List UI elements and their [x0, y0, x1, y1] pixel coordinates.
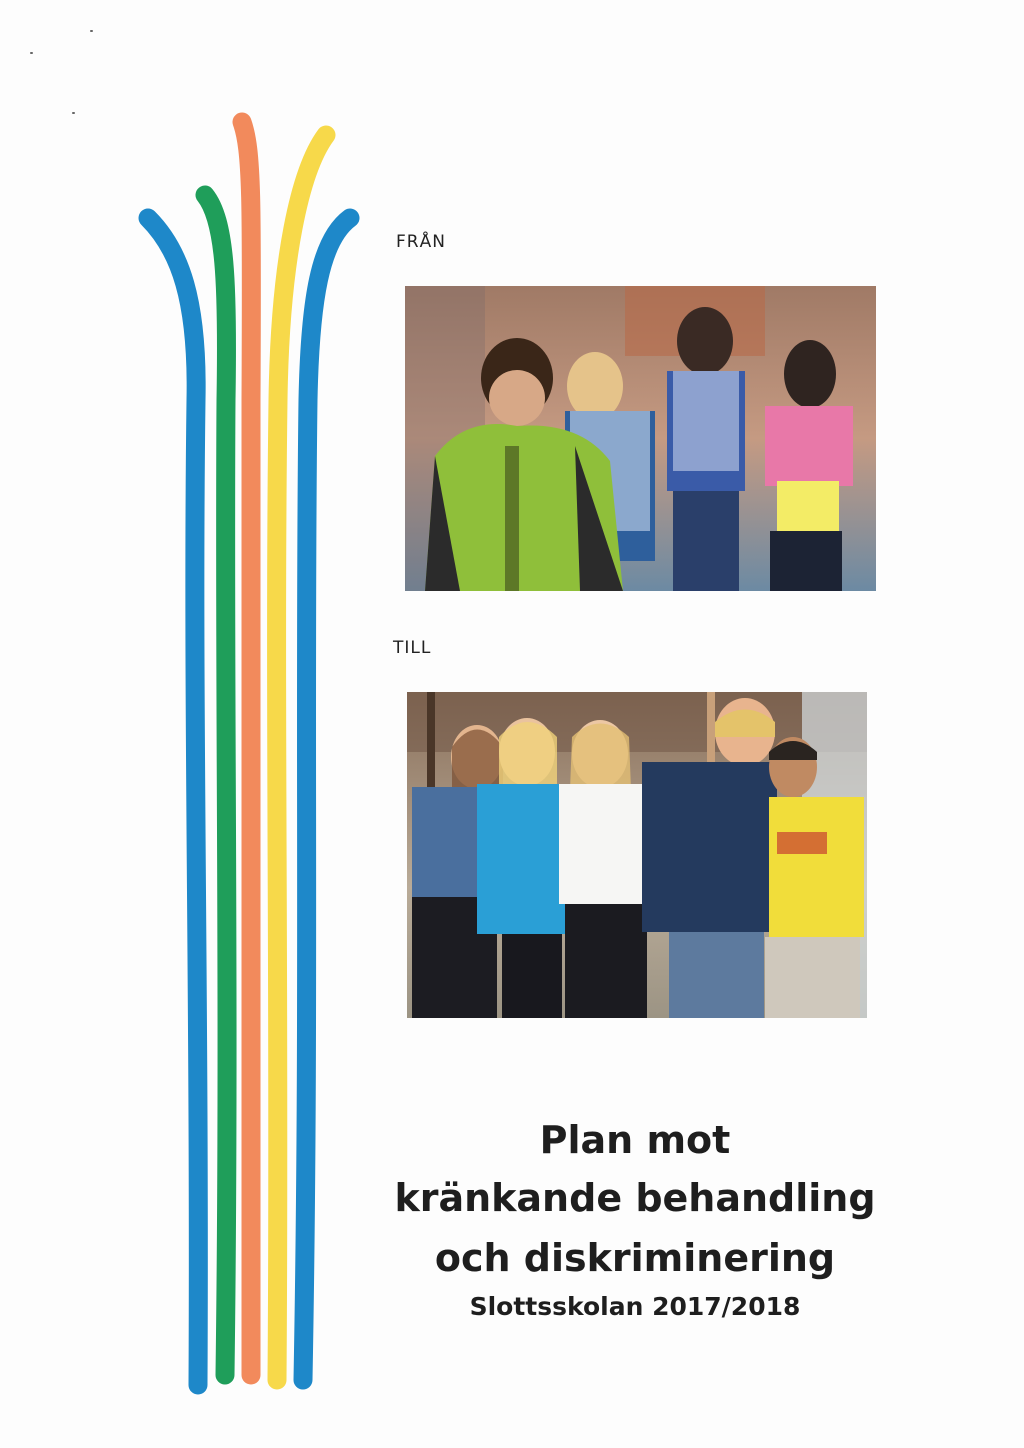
- title-line-2: kränkande behandling: [394, 1176, 876, 1220]
- label-from: FRÅN: [396, 232, 446, 252]
- blue-stroke-left: [148, 218, 198, 1385]
- subtitle: Slottsskolan 2017/2018: [469, 1292, 801, 1321]
- title-line-3: och diskriminering: [434, 1236, 836, 1280]
- decorative-strokes: [120, 100, 380, 1400]
- blue-stroke-right: [303, 218, 350, 1380]
- scan-speck: [90, 30, 93, 32]
- label-to: TILL: [393, 638, 432, 658]
- photo-to: [407, 692, 867, 1018]
- title-line-1: Plan mot: [539, 1118, 731, 1162]
- green-stroke: [205, 195, 227, 1375]
- photo-from: [405, 286, 876, 591]
- scan-speck: [30, 52, 33, 54]
- scan-speck: [72, 112, 75, 114]
- orange-stroke: [242, 122, 252, 1375]
